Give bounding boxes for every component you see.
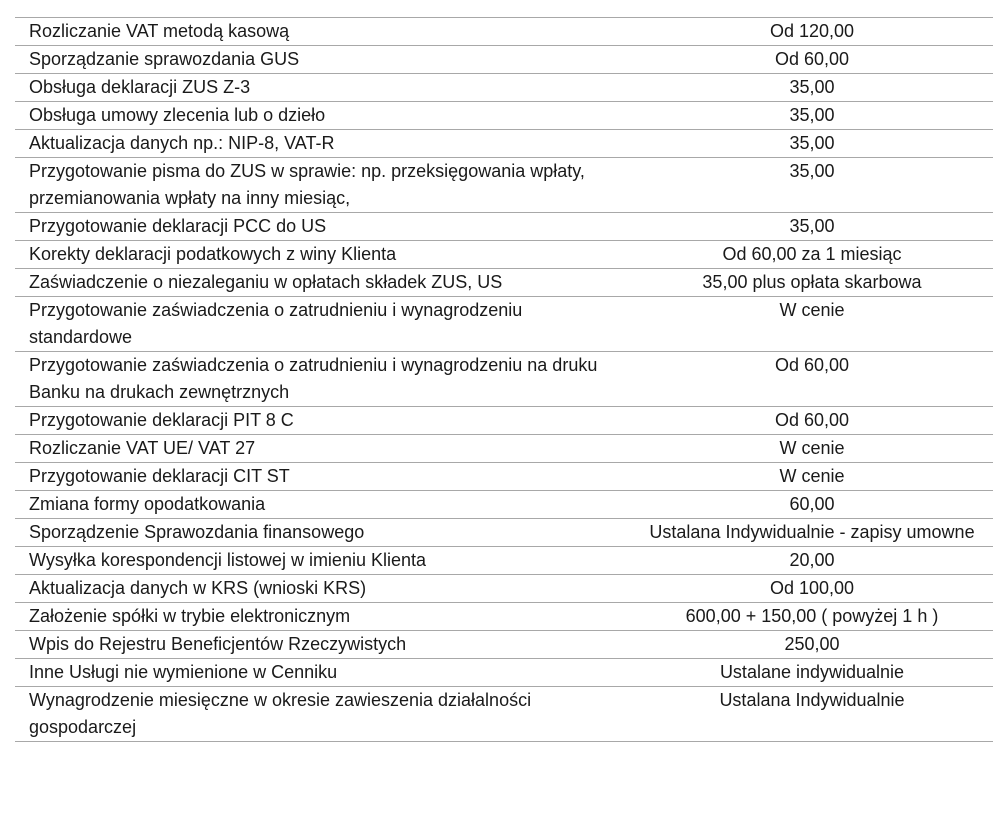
table-row [15, 603, 993, 631]
service-price: 600,00 + 150,00 ( powyżej 1 h ) [685, 606, 939, 626]
table-row [15, 519, 993, 547]
service-price: Od 60,00 [774, 355, 850, 375]
table-row [15, 463, 993, 491]
service-name: Obsługa deklaracji ZUS Z-3 [29, 77, 251, 97]
service-name: Przygotowanie zaświadczenia o zatrudnieniu i wynagrodzeniu standardowe [29, 300, 523, 347]
table-row [15, 18, 993, 46]
service-price: Od 120,00 [769, 21, 855, 41]
service-price: Ustalana Indywidualnie - zapisy umowne [649, 522, 975, 542]
service-name: Sporządzenie Sprawozdania finansowego [29, 522, 365, 542]
service-name: Sporządzanie sprawozdania GUS [29, 49, 300, 69]
service-price: Ustalane indywidualnie [719, 662, 905, 682]
service-name: Wysyłka korespondencji listowej w imieniu Klienta [29, 550, 427, 570]
table-row [15, 435, 993, 463]
price-list-table [15, 17, 993, 742]
service-price: W cenie [779, 438, 845, 458]
service-name: Zaświadczenie o niezaleganiu w opłatach składek ZUS, US [29, 272, 503, 292]
service-name: Wynagrodzenie miesięczne w okresie zawieszenia działalności gospodarczej [29, 690, 532, 737]
service-name: Przygotowanie pisma do ZUS w sprawie: np. przeksięgowania wpłaty, przemianowania wpłaty na inny miesiąc, [29, 161, 585, 208]
service-name: Założenie spółki w trybie elektronicznym [29, 606, 351, 626]
service-price: 20,00 [789, 550, 835, 570]
service-name: Przygotowanie deklaracji CIT ST [29, 466, 290, 486]
table-row [15, 547, 993, 575]
table-row [15, 241, 993, 269]
service-name: Wpis do Rejestru Beneficjentów Rzeczywistych [29, 634, 407, 654]
service-price: 60,00 [789, 494, 835, 514]
table-row [15, 102, 993, 130]
service-name: Rozliczanie VAT metodą kasową [29, 21, 290, 41]
service-price: Od 60,00 za 1 miesiąc [722, 244, 902, 264]
service-name: Obsługa umowy zlecenia lub o dzieło [29, 105, 326, 125]
table-row [15, 213, 993, 241]
service-price: 35,00 [789, 105, 835, 125]
table-row [15, 74, 993, 102]
table-row [15, 491, 993, 519]
table-row [15, 407, 993, 435]
table-row [15, 687, 993, 742]
service-name: Aktualizacja danych w KRS (wnioski KRS) [29, 578, 367, 598]
table-row [15, 158, 993, 213]
service-price: W cenie [779, 300, 845, 320]
service-price: 35,00 [789, 77, 835, 97]
service-price: Od 60,00 [774, 49, 850, 69]
service-name: Aktualizacja danych np.: NIP-8, VAT-R [29, 133, 335, 153]
service-price: W cenie [779, 466, 845, 486]
service-name: Przygotowanie deklaracji PCC do US [29, 216, 327, 236]
table-row [15, 352, 993, 407]
service-name: Zmiana formy opodatkowania [29, 494, 266, 514]
service-price: 35,00 plus opłata skarbowa [702, 272, 922, 292]
service-price: Ustalana Indywidualnie [719, 690, 905, 710]
service-name: Korekty deklaracji podatkowych z winy Klienta [29, 244, 397, 264]
table-row [15, 46, 993, 74]
service-price: Od 60,00 [774, 410, 850, 430]
service-price: 35,00 [789, 216, 835, 236]
service-name: Rozliczanie VAT UE/ VAT 27 [29, 438, 256, 458]
service-name: Przygotowanie zaświadczenia o zatrudnieniu i wynagrodzeniu na druku Banku na drukach zewnętrznych [29, 355, 598, 402]
table-row [15, 130, 993, 158]
service-price: 250,00 [784, 634, 840, 654]
service-price: Od 100,00 [769, 578, 855, 598]
service-name: Przygotowanie deklaracji PIT 8 C [29, 410, 294, 430]
table-row [15, 269, 993, 297]
service-price: 35,00 [789, 133, 835, 153]
table-row [15, 297, 993, 352]
service-name: Inne Usługi nie wymienione w Cenniku [29, 662, 338, 682]
table-row [15, 659, 993, 687]
service-price: 35,00 [789, 161, 835, 181]
table-row [15, 631, 993, 659]
table-row [15, 575, 993, 603]
